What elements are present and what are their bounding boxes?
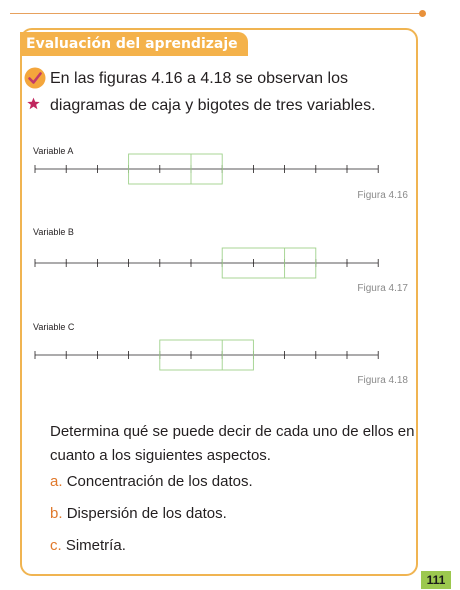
aspect-text: Simetría.	[65, 537, 126, 554]
top-rule	[10, 13, 420, 14]
aspect-item-b	[50, 505, 227, 522]
aspect-item-c	[50, 537, 126, 554]
figure-4-17-caption: Figura 4.17	[357, 283, 408, 294]
boxplot-variable-b	[30, 222, 410, 274]
figure-4-16-caption: Figura 4.16	[357, 190, 408, 201]
aspect-item-a	[50, 473, 253, 490]
variable-c-label: Variable C	[33, 322, 75, 332]
top-rule-dot	[419, 10, 426, 17]
aspect-text: Concentración de los datos.	[66, 473, 253, 490]
variable-a-label: Variable A	[33, 146, 74, 156]
question-paragraph: Determina qué se puede decir de cada uno de ellos en cuanto a los siguientes aspectos.	[50, 423, 415, 464]
aspect-letter: a.	[50, 473, 63, 490]
section-title: Evaluación del aprendizaje	[20, 32, 248, 56]
aspect-text: Dispersión de los datos.	[66, 505, 227, 522]
star-icon	[27, 97, 40, 110]
boxplot-variable-a	[30, 140, 410, 180]
variable-b-label: Variable B	[33, 227, 74, 237]
intro-paragraph: En las figuras 4.16 a 4.18 se observan los diagramas de caja y bigotes de tres variables.	[50, 70, 376, 114]
page-number: 111	[421, 571, 451, 589]
aspect-letter: b.	[50, 505, 63, 522]
aspect-letter: c.	[50, 537, 62, 554]
boxplot-variable-c	[30, 314, 410, 366]
checkmark-badge-icon	[24, 67, 46, 89]
figure-4-18-caption: Figura 4.18	[357, 375, 408, 386]
